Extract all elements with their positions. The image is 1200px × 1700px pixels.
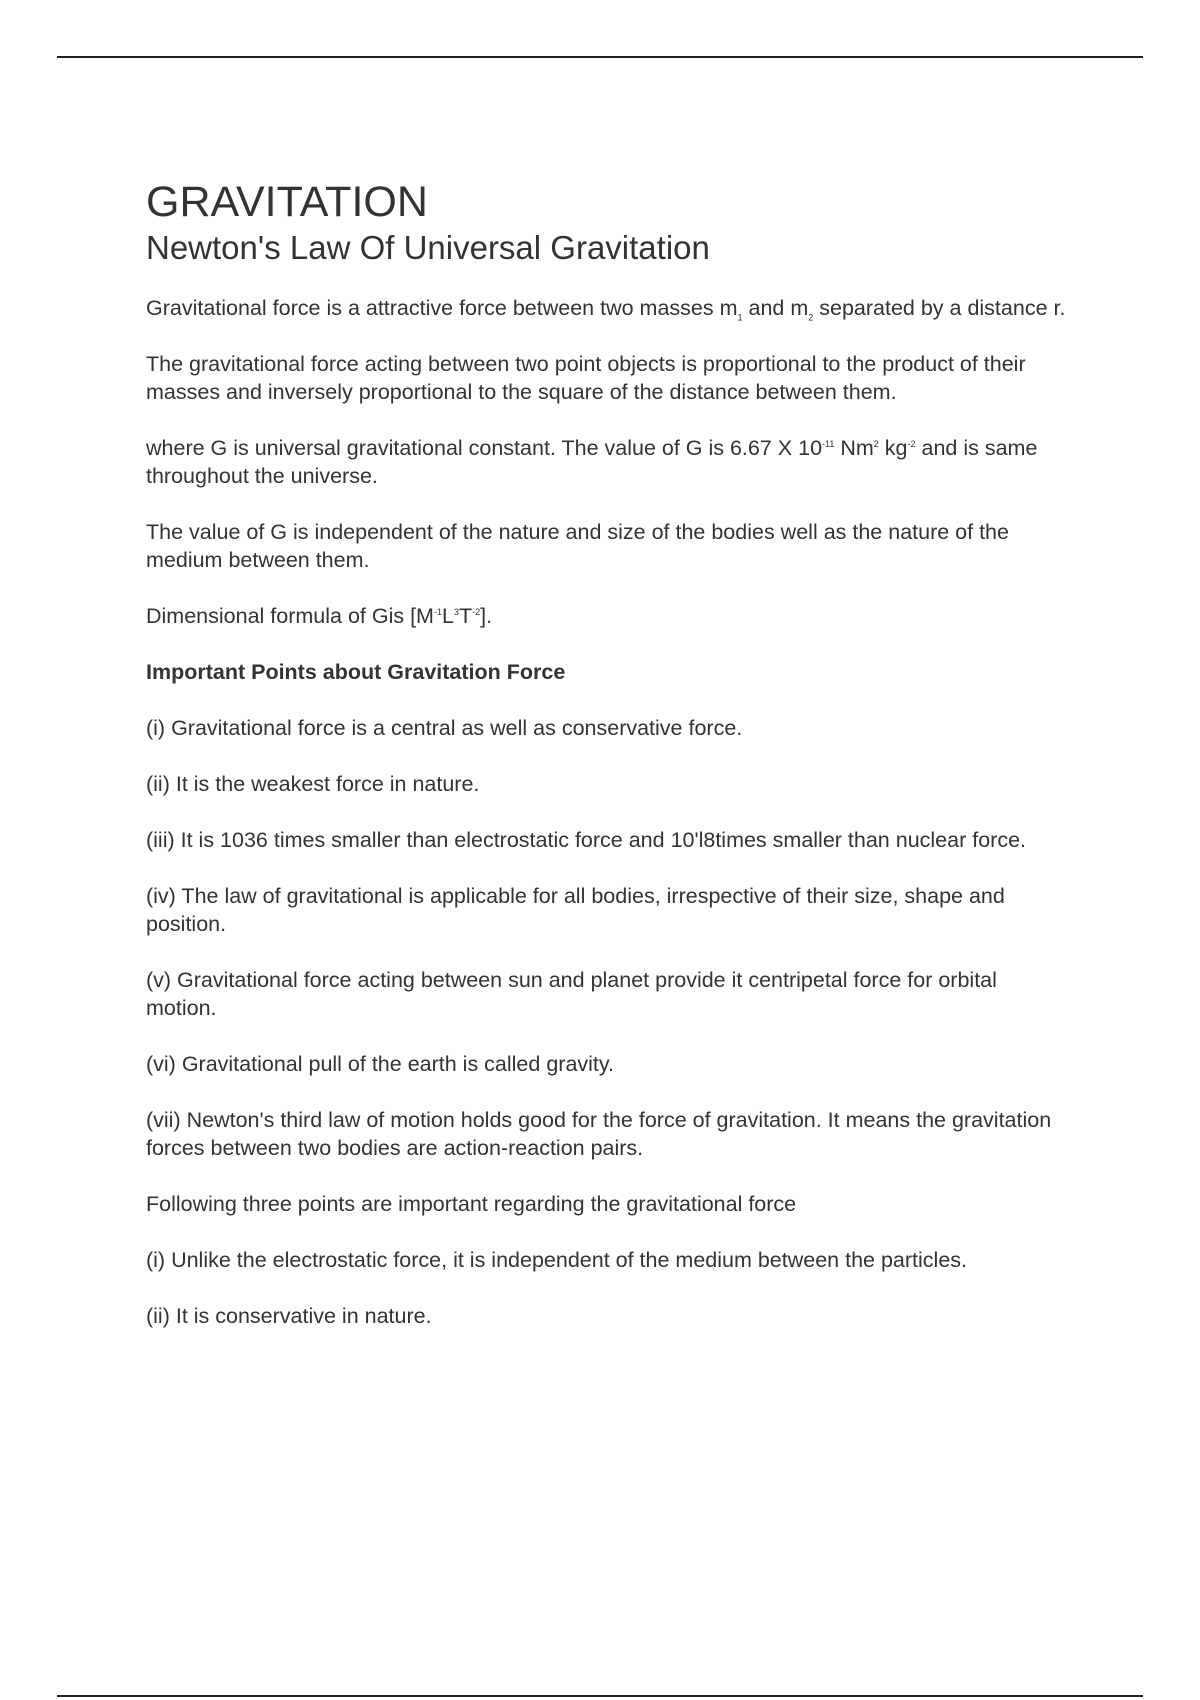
meter-exponent: 2 (873, 438, 879, 449)
g-value-text-c: kg (878, 436, 908, 460)
list-item: (ii) It is the weakest force in nature. (146, 772, 480, 796)
dimension-text-d: ]. (480, 604, 493, 628)
section-heading: Important Points about Gravitation Force (146, 660, 566, 684)
g-value-text-a: where G is universal gravitational constant. The value of G is 6.67 X 10 (146, 436, 823, 460)
dimension-paragraph (146, 602, 1066, 630)
list-item: (i) Unlike the electrostatic force, it is independent of the medium between the particles. (146, 1248, 967, 1272)
list-item: (i) Gravitational force is a central as well as conservative force. (146, 716, 743, 740)
mass-subscript-1: 1 (737, 312, 743, 323)
length-exponent: 3 (453, 606, 459, 617)
g-exponent: -11 (822, 438, 835, 449)
intro-text-c: separated by a distance r. (813, 296, 1066, 320)
following-intro-paragraph: Following three points are important regarding the gravitational force (146, 1192, 797, 1216)
g-value-text-b: Nm (834, 436, 874, 460)
mass-subscript-2: 2 (808, 312, 814, 323)
list-item: (ii) It is conservative in nature. (146, 1304, 432, 1328)
list-item: (iv) The law of gravitational is applicable for all bodies, irrespective of their size, shape and position. (146, 884, 1005, 936)
document-body (146, 178, 1066, 1358)
dimension-text-a: Dimensional formula of Gis [M (146, 604, 434, 628)
law-statement-paragraph: The gravitational force acting between two point objects is proportional to the product of their masses and inversely proportional to the square of the distance between them. (146, 352, 1026, 404)
dimension-text-b: L (441, 604, 454, 628)
g-value-paragraph (146, 434, 1066, 490)
g-value-text-d: and is same throughout the universe. (146, 436, 1038, 488)
page-title: GRAVITATION (146, 178, 428, 226)
list-item: (vii) Newton's third law of motion holds good for the force of gravitation. It means the gravitation forces between two bodies are action-reaction pairs. (146, 1108, 1052, 1160)
time-exponent: -2 (472, 606, 481, 617)
article-text (146, 294, 1066, 1330)
list-item: (iii) It is 1036 times smaller than electrostatic force and 10'l8times smaller than nuclear force. (146, 828, 1026, 852)
list-item: (vi) Gravitational pull of the earth is called gravity. (146, 1052, 615, 1076)
list-item: (v) Gravitational force acting between sun and planet provide it centripetal force for orbital motion. (146, 968, 997, 1020)
intro-text-a: Gravitational force is a attractive force between two masses m (146, 296, 738, 320)
mass-exponent: -1 (433, 606, 442, 617)
independence-paragraph: The value of G is independent of the nature and size of the bodies well as the nature of the medium between them. (146, 520, 1009, 572)
intro-text-b: and m (742, 296, 809, 320)
page-subtitle: Newton's Law Of Universal Gravitation (146, 229, 710, 266)
dimension-text-c: T (458, 604, 473, 628)
kg-exponent: -2 (907, 438, 916, 449)
top-rule (57, 56, 1143, 58)
intro-paragraph (146, 294, 1066, 322)
bottom-rule (57, 1695, 1143, 1697)
